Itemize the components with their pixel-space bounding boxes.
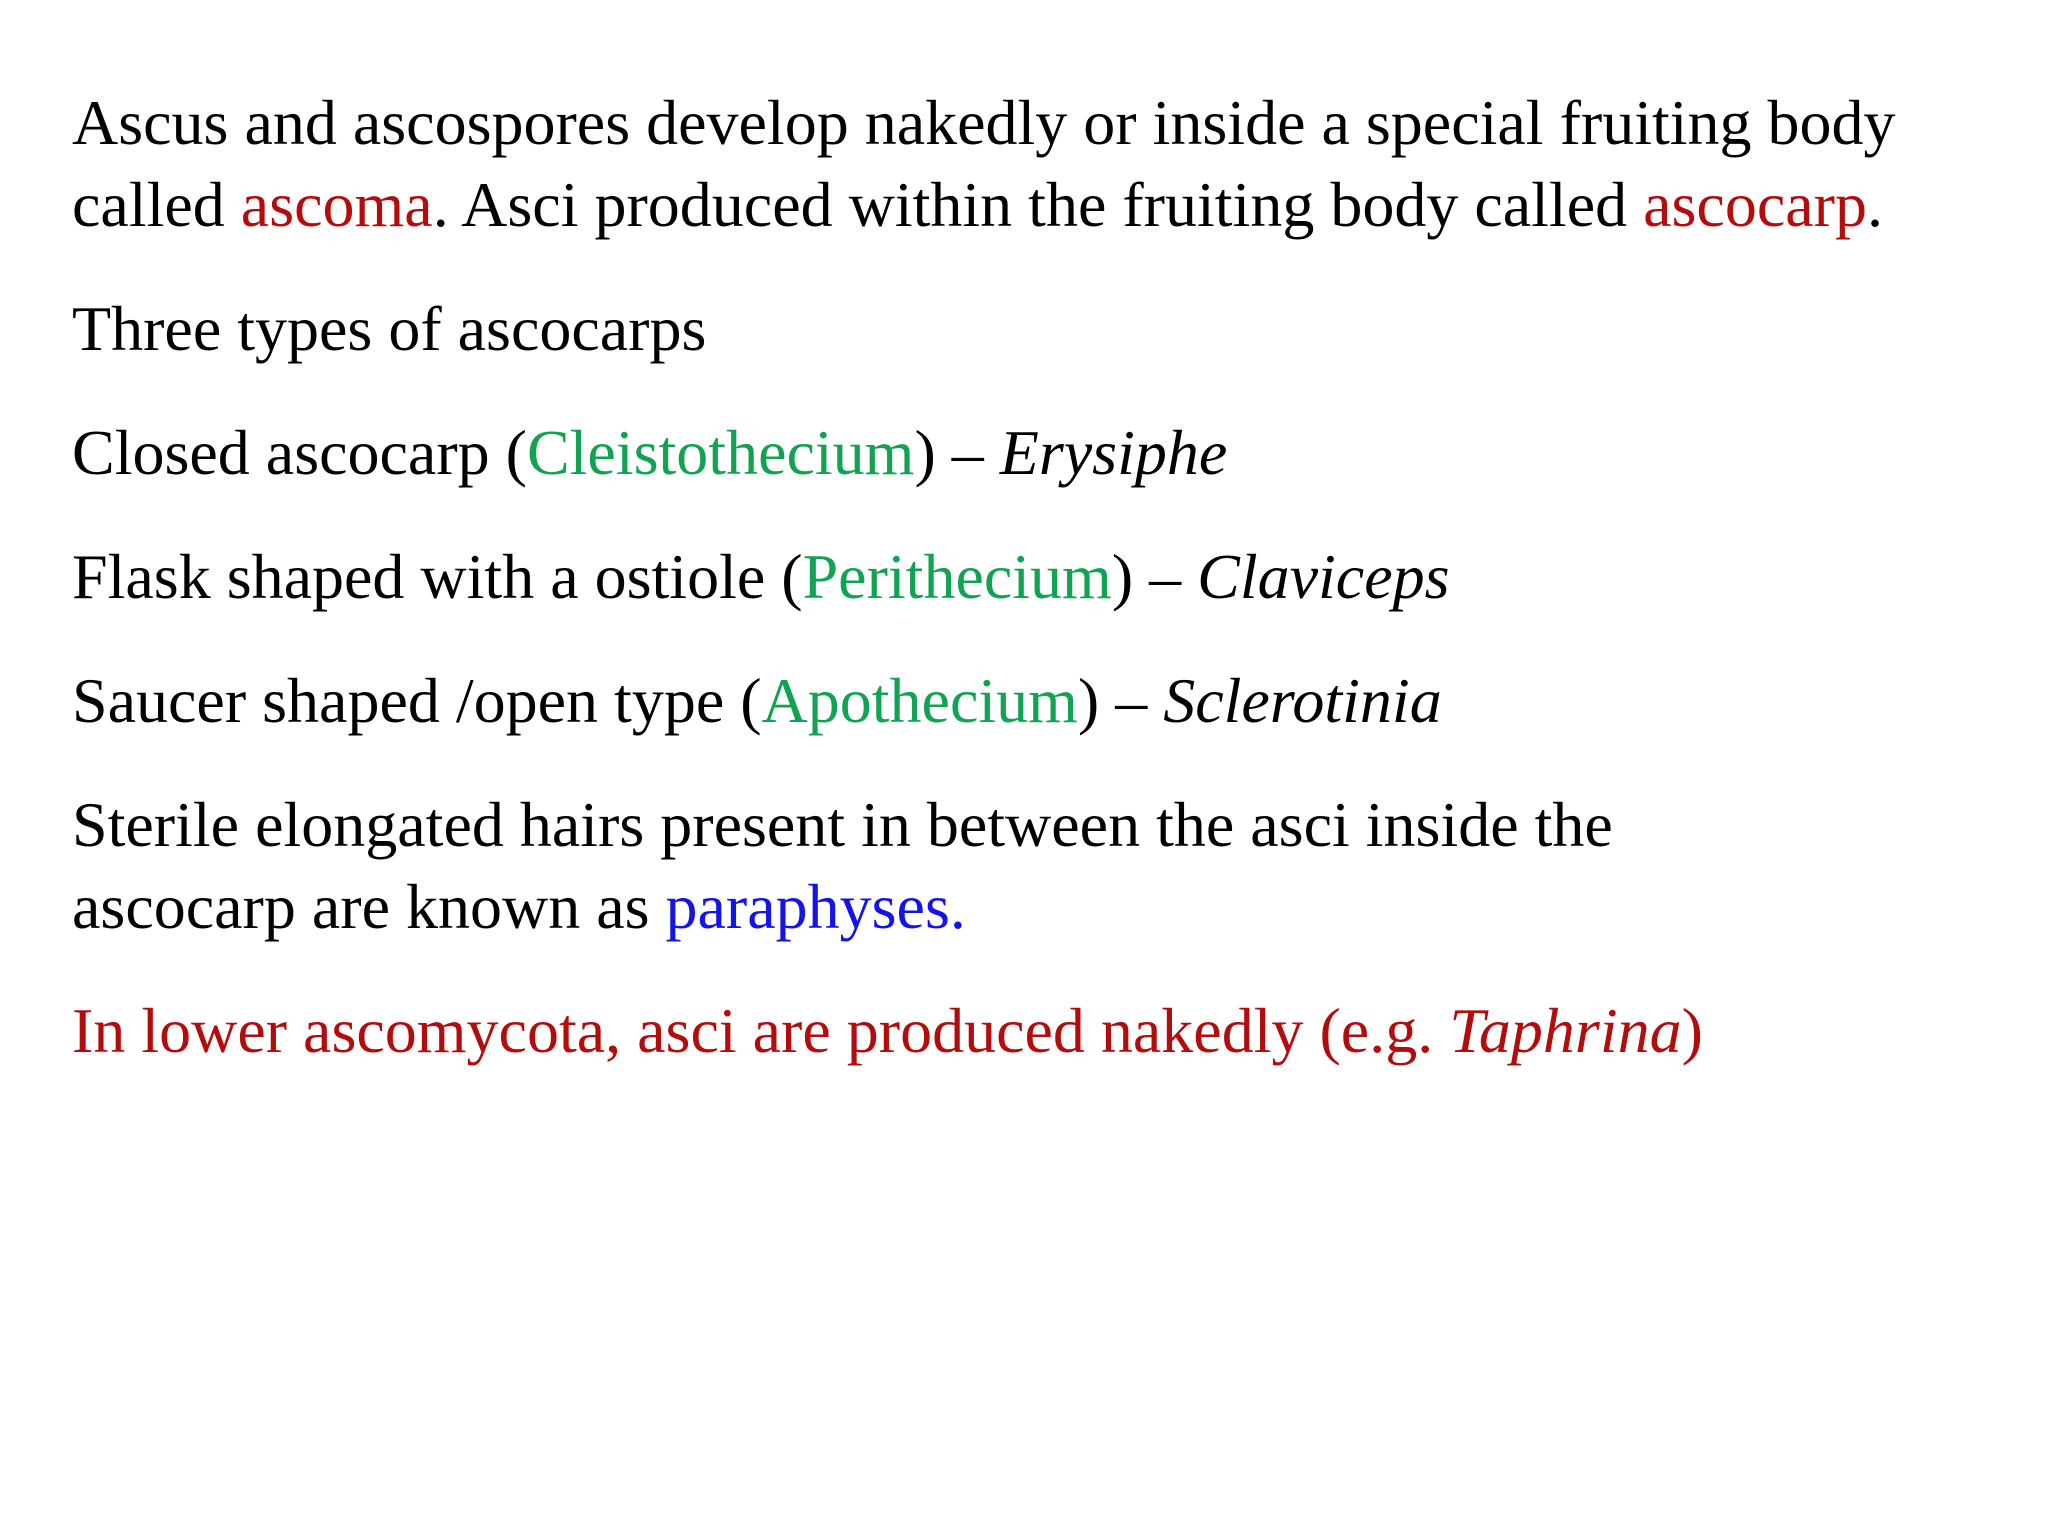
ascoma-paragraph [72, 82, 1932, 246]
term-apothecium: Apothecium [761, 665, 1078, 736]
ascoma-text-c: . [1866, 169, 1883, 240]
ascoma-text-a: Ascus and ascospores develop nakedly or inside a special fruiting body called [72, 87, 1896, 240]
slide-content [72, 82, 1972, 1114]
term-cleistothecium: Cleistothecium [526, 417, 915, 488]
example-taphrina: Taphrina [1449, 995, 1682, 1066]
ascoma-text-b: . Asci produced within the fruiting body called [432, 169, 1644, 240]
example-sclerotinia: Sclerotinia [1163, 665, 1442, 736]
paraphyses-text-a: Sterile elongated hairs present in between the asci inside the ascocarp are known as [72, 789, 1613, 942]
apothecium-text-b: ) – [1077, 665, 1164, 736]
paraphyses-paragraph [72, 784, 1772, 948]
cleistothecium-text-b: ) – [914, 417, 1000, 488]
lower-ascomycota-text-a: In lower ascomycota, asci are produced nakedly (e.g. [72, 995, 1450, 1066]
example-claviceps: Claviceps [1197, 541, 1450, 612]
cleistothecium-text-a: Closed ascocarp ( [72, 417, 527, 488]
ascocarp-types-text: Three types of ascocarps [72, 293, 707, 364]
lower-ascomycota-line [72, 990, 1972, 1072]
apothecium-text-a: Saucer shaped /open type ( [72, 665, 762, 736]
perithecium-text-b: ) – [1111, 541, 1198, 612]
perithecium-text-a: Flask shaped with a ostiole ( [72, 541, 803, 612]
term-paraphyses: paraphyses. [665, 871, 966, 942]
perithecium-line [72, 536, 1972, 618]
cleistothecium-line [72, 412, 1972, 494]
apothecium-line [72, 660, 1972, 742]
example-erysiphe: Erysiphe [999, 417, 1228, 488]
ascocarp-types-heading [72, 288, 1972, 370]
term-ascoma: ascoma [240, 169, 433, 240]
term-ascocarp: ascocarp [1643, 169, 1867, 240]
lower-ascomycota-text-b: ) [1681, 995, 1703, 1066]
term-perithecium: Perithecium [802, 541, 1112, 612]
